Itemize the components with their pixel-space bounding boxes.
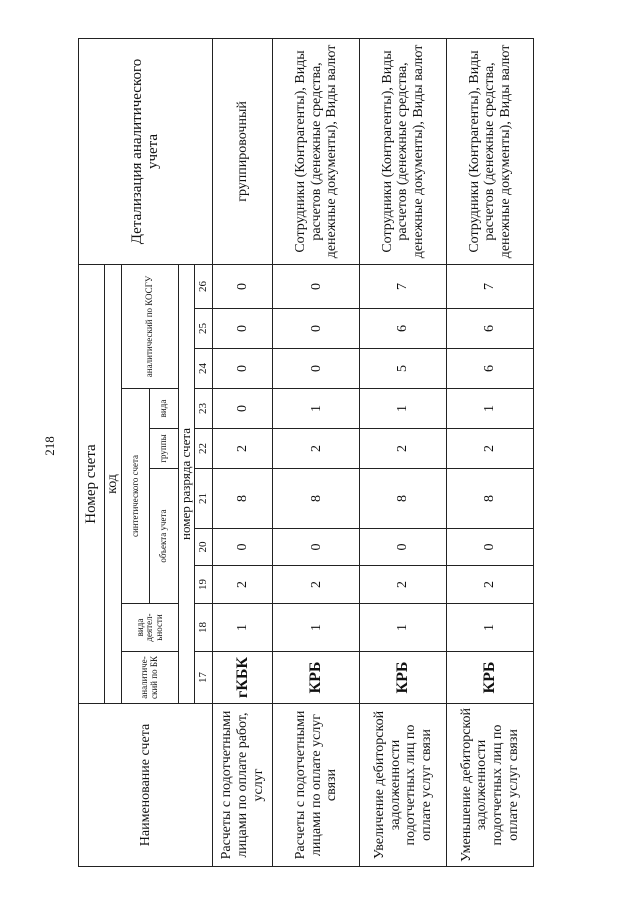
account-bk: КРБ [447, 652, 534, 704]
digit-cell: 0 [212, 389, 273, 429]
header-object: объекта учета [150, 469, 178, 604]
digit-22: 22 [194, 429, 212, 469]
digit-20: 20 [194, 529, 212, 566]
digit-cell: 1 [360, 604, 447, 652]
digit-cell: 2 [360, 566, 447, 604]
digit-cell: 0 [273, 349, 360, 389]
header-synthetic: синтетического счета [122, 389, 150, 604]
digit-cell: 1 [273, 604, 360, 652]
digit-cell: 1 [360, 389, 447, 429]
digit-cell: 2 [360, 429, 447, 469]
digit-cell: 0 [273, 264, 360, 308]
digit-17: 17 [194, 652, 212, 704]
digit-26: 26 [194, 264, 212, 308]
digit-cell: 2 [273, 429, 360, 469]
account-detail: группировочный [212, 38, 273, 264]
account-name: Расчеты с подотчетными лицами по оплате работ, услуг [212, 704, 273, 867]
digit-cell: 5 [360, 349, 447, 389]
digit-cell: 1 [447, 389, 534, 429]
table-row [360, 38, 447, 866]
header-digit-row: номер разряда счета [178, 264, 194, 703]
digit-21: 21 [194, 469, 212, 529]
digit-cell: 1 [273, 389, 360, 429]
digit-cell: 7 [447, 264, 534, 308]
header-code: код [105, 264, 122, 703]
header-analytic-bk: аналитический по БК [122, 652, 179, 704]
header-group: группы [150, 429, 178, 469]
header-kind: вида [150, 389, 178, 429]
account-name: Увеличение дебиторской задолженности подотчетных лиц по оплате услуг связи [360, 704, 447, 867]
digit-cell: 0 [212, 309, 273, 349]
digit-cell: 8 [212, 469, 273, 529]
digit-cell: 8 [447, 469, 534, 529]
digit-cell: 7 [360, 264, 447, 308]
digit-cell: 2 [273, 566, 360, 604]
digit-cell: 0 [273, 529, 360, 566]
digit-cell: 0 [212, 349, 273, 389]
accounts-table [78, 38, 534, 867]
account-bk: КРБ [273, 652, 360, 704]
header-name: Наименование счета [79, 704, 213, 867]
account-detail: Сотрудники (Контрагенты), Виды расчетов (денежные средства, денежные документы), Виды валют [447, 38, 534, 264]
header-kosgu: аналитический по КОСГУ [122, 264, 179, 388]
header-detail: Детализация аналитического учета [79, 38, 213, 264]
digit-25: 25 [194, 309, 212, 349]
digit-cell: 2 [447, 566, 534, 604]
digit-cell: 1 [447, 604, 534, 652]
account-name: Расчеты с подотчетными лицами по оплате услуг связи [273, 704, 360, 867]
digit-cell: 8 [273, 469, 360, 529]
table-row [212, 38, 273, 866]
digit-cell: 8 [360, 469, 447, 529]
digit-24: 24 [194, 349, 212, 389]
account-detail: Сотрудники (Контрагенты), Виды расчетов (денежные средства, денежные документы), Виды валют [273, 38, 360, 264]
digit-cell: 6 [360, 309, 447, 349]
digit-cell: 1 [212, 604, 273, 652]
table-row [273, 38, 360, 866]
rotated-page [78, 39, 534, 867]
account-bk: КРБ [360, 652, 447, 704]
digit-cell: 0 [212, 264, 273, 308]
digit-cell: 0 [273, 309, 360, 349]
digit-cell: 6 [447, 349, 534, 389]
digit-19: 19 [194, 566, 212, 604]
page-number: 218 [42, 436, 57, 456]
header-account-number: Номер счета [79, 264, 105, 703]
digit-cell: 2 [212, 566, 273, 604]
header-activity: вида деятельности [122, 604, 179, 652]
digit-cell: 2 [447, 429, 534, 469]
digit-23: 23 [194, 389, 212, 429]
digit-cell: 2 [212, 429, 273, 469]
table-row [447, 38, 534, 866]
digit-cell: 0 [447, 529, 534, 566]
digit-cell: 0 [212, 529, 273, 566]
digit-cell: 0 [360, 529, 447, 566]
digit-18: 18 [194, 604, 212, 652]
account-bk: гКБК [212, 652, 273, 704]
account-detail: Сотрудники (Контрагенты), Виды расчетов (денежные средства, денежные документы), Виды валют [360, 38, 447, 264]
digit-cell: 6 [447, 309, 534, 349]
account-name: Уменьшение дебиторской задолженности подотчетных лиц по оплате услуг связи [447, 704, 534, 867]
